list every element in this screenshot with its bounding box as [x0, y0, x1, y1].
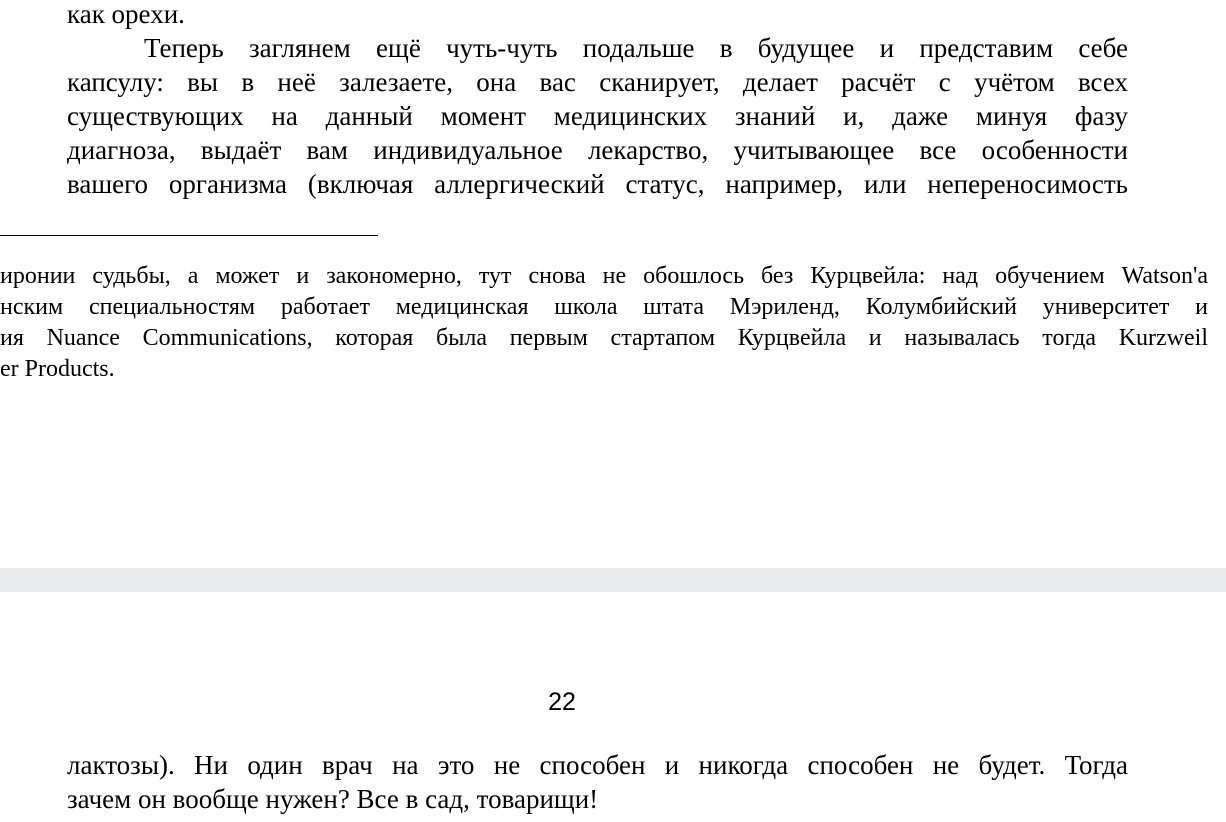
page-separator	[0, 568, 1226, 592]
main-text	[67, 748, 1128, 816]
paragraph-line: зачем он вообще нужен? Все в сад, товарищи!	[67, 784, 599, 814]
paragraph-line: диагноза, выдаёт вам индивидуальное лекарство, учитывающее все особенности	[67, 135, 1128, 165]
document-page-lower	[0, 592, 1226, 822]
paragraph-line: лактозы). Ни один врач на это не способен и никогда способен не будет. Тогда	[67, 750, 1128, 780]
paragraph-line: Теперь заглянем ещё чуть-чуть подальше в будущее и представим себе	[144, 33, 1128, 63]
footnote-line: ия Nuance Communications, которая была первым стартапом Курцвейла и называлась тогда Kurzweil	[0, 325, 1208, 351]
paragraph-line: существующих на данный момент медицинских знаний и, даже минуя фазу	[67, 101, 1128, 131]
footnote-text	[0, 261, 1208, 385]
main-text	[67, 0, 1128, 201]
footnote-line: er Products.	[0, 356, 115, 382]
paragraph-end-line: как орехи.	[67, 0, 185, 29]
page-number: 22	[548, 688, 576, 716]
paragraph-line: вашего организма (включая аллергический статус, например, или непереносимость	[67, 169, 1128, 199]
footnote-line: иронии судьбы, а может и закономерно, тут снова не обошлось без Курцвейла: над обучением Watson'а	[0, 263, 1208, 289]
footnote-line: нским специальностям работает медицинская школа штата Мэриленд, Колумбийский университет и	[0, 294, 1208, 320]
footnote-separator	[0, 235, 378, 236]
paragraph-line: капсулу: вы в неё залезаете, она вас сканирует, делает расчёт с учётом всех	[67, 67, 1128, 97]
